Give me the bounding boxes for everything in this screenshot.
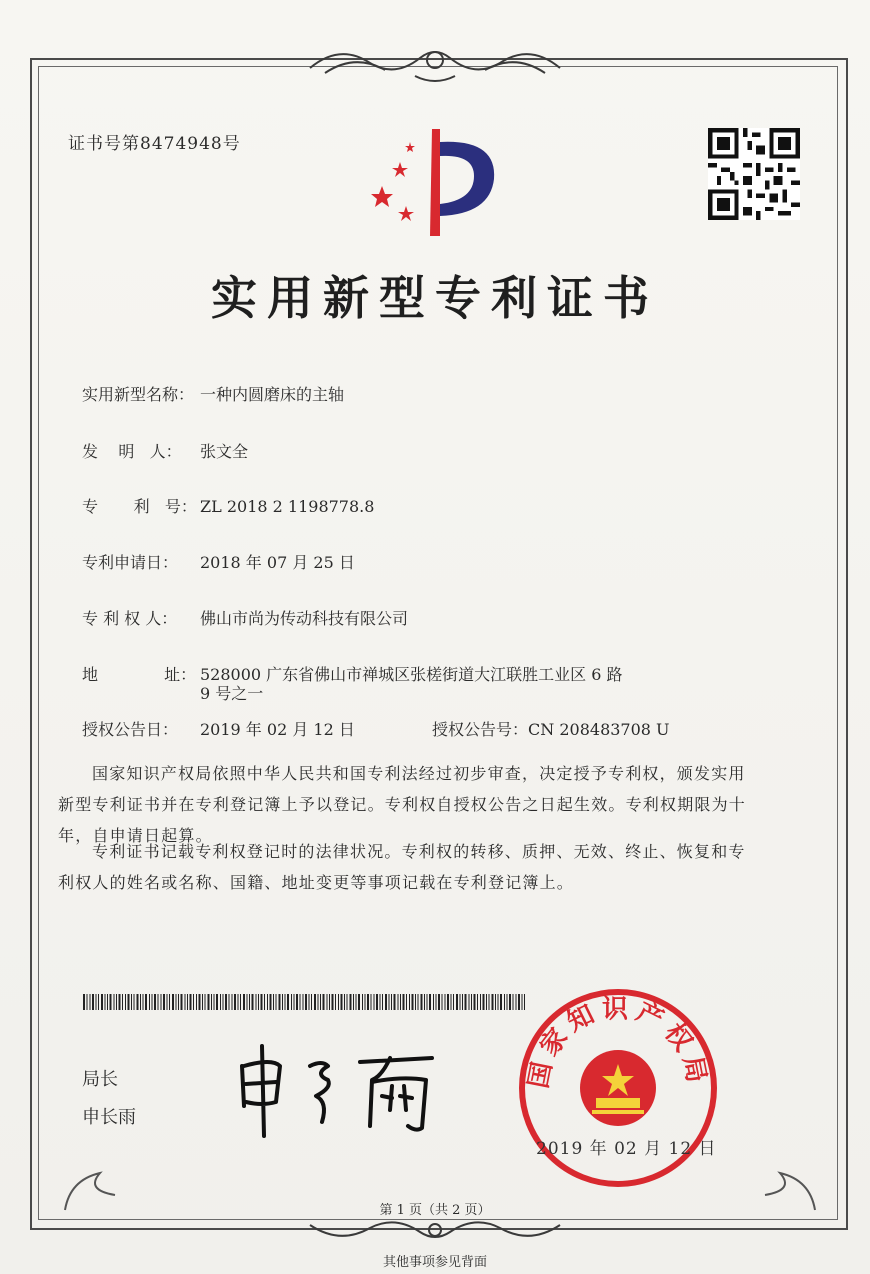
barcode-icon — [83, 994, 525, 1010]
barcode-bar — [398, 994, 399, 1010]
field-label: 地 址： — [82, 665, 197, 684]
barcode-bar — [376, 994, 378, 1010]
barcode-bar — [119, 994, 121, 1010]
barcode-bar — [240, 994, 241, 1010]
barcode-bar — [131, 994, 132, 1010]
barcode-bar — [122, 994, 123, 1010]
barcode-bar — [134, 994, 135, 1010]
barcode-bar — [214, 994, 215, 1010]
barcode-bar — [453, 994, 454, 1010]
barcode-bar — [187, 994, 188, 1010]
barcode-bar — [190, 994, 192, 1010]
barcode-bar — [287, 994, 289, 1010]
barcode-bar — [486, 994, 487, 1010]
barcode-bar — [252, 994, 254, 1010]
barcode-bar — [409, 994, 410, 1010]
barcode-bar — [176, 994, 177, 1010]
barcode-bar — [394, 994, 396, 1010]
barcode-bar — [114, 994, 115, 1010]
barcode-bar — [429, 994, 431, 1010]
barcode-bar — [460, 994, 461, 1010]
paragraph-line: 年，自申请日起算。 — [58, 826, 213, 845]
barcode-bar — [382, 994, 383, 1010]
barcode-bar — [492, 994, 494, 1010]
barcode-bar — [338, 994, 339, 1010]
barcode-bar — [483, 994, 485, 1010]
barcode-bar — [427, 994, 428, 1010]
barcode-bar — [327, 994, 328, 1010]
barcode-bar — [489, 994, 490, 1010]
barcode-bar — [256, 994, 257, 1010]
barcode-bar — [296, 994, 298, 1010]
field-label: 实用新型名称： — [82, 385, 195, 404]
barcode-bar — [291, 994, 292, 1010]
barcode-bar — [116, 994, 117, 1010]
certificate-number-value: 8474948 — [140, 134, 223, 154]
barcode-bar — [220, 994, 221, 1010]
barcode-bar — [471, 994, 472, 1010]
barcode-bar — [504, 994, 505, 1010]
field-value: 2018 年 07 月 25 日 — [200, 553, 355, 572]
barcode-bar — [320, 994, 321, 1010]
barcode-bar — [332, 994, 334, 1010]
barcode-bar — [125, 994, 126, 1010]
barcode-bar — [225, 994, 227, 1010]
barcode-bar — [234, 994, 236, 1010]
top-ornament-icon — [300, 38, 570, 88]
address-line-2: 9 号之一 — [200, 684, 264, 703]
paragraph-line: 新型专利证书并在专利登记簿上予以登记。专利权自授权公告之日起生效。专利权期限为十 — [58, 795, 747, 814]
field-address — [82, 662, 623, 685]
barcode-bar — [193, 994, 194, 1010]
barcode-bar — [172, 994, 174, 1010]
barcode-bar — [154, 994, 156, 1010]
barcode-bar — [145, 994, 147, 1010]
field-label: 专 利 权 人： — [82, 609, 178, 628]
barcode-bar — [350, 994, 352, 1010]
barcode-bar — [243, 994, 245, 1010]
barcode-bar — [498, 994, 499, 1010]
barcode-bar — [128, 994, 130, 1010]
barcode-bar — [181, 994, 183, 1010]
field-label: 专利申请日： — [82, 553, 179, 572]
barcode-bar — [101, 994, 103, 1010]
barcode-bar — [169, 994, 170, 1010]
barcode-bar — [261, 994, 263, 1010]
barcode-bar — [314, 994, 316, 1010]
field-label: 授权公告日： — [82, 720, 179, 739]
barcode-bar — [152, 994, 153, 1010]
official-seal-icon — [516, 986, 720, 1190]
barcode-bar — [140, 994, 141, 1010]
page-number: 第 1 页（共 2 页） — [379, 1203, 491, 1218]
barcode-bar — [202, 994, 203, 1010]
barcode-bar — [294, 994, 295, 1010]
paragraph-line: 专利证书记载专利权登记时的法律状况。专利权的转移、质押、无效、终止、恢复和专 — [92, 842, 746, 861]
barcode-bar — [371, 994, 372, 1010]
field-value: 佛山市尚为传动科技有限公司 — [200, 609, 409, 628]
barcode-bar — [412, 994, 414, 1010]
director-title: 局长 — [82, 1069, 118, 1090]
field-patentee — [82, 606, 408, 629]
barcode-bar — [367, 994, 369, 1010]
seal-text: 国家知识产权局 — [523, 994, 713, 1091]
barcode-bar — [107, 994, 108, 1010]
field-value: 2019 年 02 月 12 日 — [200, 720, 355, 739]
field-inventor — [82, 439, 248, 462]
barcode-bar — [513, 994, 514, 1010]
barcode-bar — [92, 994, 94, 1010]
barcode-bar — [267, 994, 268, 1010]
field-utility-model-name — [82, 382, 344, 405]
barcode-bar — [380, 994, 381, 1010]
barcode-bar — [158, 994, 159, 1010]
certificate-number-suffix: 号 — [222, 134, 241, 154]
barcode-bar — [438, 994, 440, 1010]
barcode-bar — [238, 994, 239, 1010]
barcode-bar — [433, 994, 434, 1010]
grant-number-value: CN 208483708 U — [528, 720, 670, 739]
barcode-bar — [273, 994, 274, 1010]
barcode-bar — [311, 994, 312, 1010]
paragraph-line: 利权人的姓名或名称、国籍、地址变更等事项记载在专利登记簿上。 — [58, 873, 575, 892]
barcode-bar — [149, 994, 150, 1010]
barcode-bar — [445, 994, 446, 1010]
certificate-title: 实用新型专利证书 — [211, 271, 659, 325]
barcode-bar — [477, 994, 478, 1010]
barcode-bar — [247, 994, 248, 1010]
barcode-bar — [365, 994, 366, 1010]
barcode-bar — [403, 994, 405, 1010]
barcode-bar — [309, 994, 310, 1010]
barcode-bar — [208, 994, 210, 1010]
seal-date: 2019 年 02 月 12 日 — [536, 1139, 717, 1159]
barcode-bar — [300, 994, 301, 1010]
barcode-bar — [474, 994, 476, 1010]
barcode-bar — [249, 994, 250, 1010]
field-label: 专 利 号： — [82, 497, 197, 516]
barcode-bar — [353, 994, 354, 1010]
certificate-number-label: 证书号第 — [68, 134, 140, 154]
barcode-bar — [442, 994, 443, 1010]
barcode-bar — [229, 994, 230, 1010]
barcode-bar — [223, 994, 224, 1010]
barcode-bar — [270, 994, 272, 1010]
barcode-bar — [143, 994, 144, 1010]
field-value: 528000 广东省佛山市禅城区张槎街道大江联胜工业区 6 路 — [200, 665, 623, 684]
barcode-bar — [96, 994, 97, 1010]
barcode-bar — [500, 994, 502, 1010]
statement-paragraph-2 — [58, 836, 818, 898]
field-patent-number — [82, 494, 374, 517]
barcode-bar — [87, 994, 88, 1010]
barcode-bar — [507, 994, 508, 1010]
barcode-bar — [447, 994, 449, 1010]
grant-number-label: 授权公告号： — [432, 720, 529, 739]
barcode-bar — [462, 994, 463, 1010]
barcode-bar — [335, 994, 336, 1010]
barcode-bar — [110, 994, 112, 1010]
barcode-bar — [418, 994, 419, 1010]
barcode-bar — [456, 994, 458, 1010]
field-value: ZL 2018 2 1198778.8 — [200, 497, 375, 516]
barcode-bar — [178, 994, 179, 1010]
barcode-bar — [389, 994, 390, 1010]
barcode-bar — [356, 994, 357, 1010]
barcode-bar — [282, 994, 283, 1010]
barcode-bar — [83, 994, 85, 1010]
cnipa-logo-icon — [362, 124, 512, 244]
grant-announcement-number — [432, 717, 670, 740]
barcode-bar — [137, 994, 139, 1010]
barcode-bar — [385, 994, 387, 1010]
barcode-bar — [232, 994, 233, 1010]
barcode-bar — [98, 994, 99, 1010]
barcode-bar — [105, 994, 106, 1010]
barcode-bar — [323, 994, 325, 1010]
field-value: 张文全 — [200, 442, 249, 461]
barcode-bar — [465, 994, 467, 1010]
barcode-bar — [264, 994, 265, 1010]
barcode-bar — [406, 994, 407, 1010]
barcode-bar — [185, 994, 186, 1010]
barcode-bar — [167, 994, 168, 1010]
barcode-bar — [436, 994, 437, 1010]
barcode-bar — [400, 994, 401, 1010]
barcode-bar — [509, 994, 511, 1010]
barcode-bar — [344, 994, 345, 1010]
barcode-bar — [163, 994, 165, 1010]
barcode-bar — [495, 994, 496, 1010]
field-label: 发 明 人： — [82, 442, 182, 461]
barcode-bar — [205, 994, 206, 1010]
barcode-bar — [451, 994, 452, 1010]
barcode-bar — [480, 994, 481, 1010]
barcode-bar — [347, 994, 348, 1010]
barcode-bar — [362, 994, 363, 1010]
barcode-bar — [374, 994, 375, 1010]
barcode-bar — [358, 994, 360, 1010]
qr-code-icon — [708, 128, 800, 220]
barcode-bar — [415, 994, 416, 1010]
field-grant-date — [82, 717, 355, 740]
certificate-number — [68, 129, 241, 154]
barcode-bar — [303, 994, 304, 1010]
field-value: 一种内圆磨床的主轴 — [200, 385, 345, 404]
barcode-bar — [285, 994, 286, 1010]
barcode-bar — [276, 994, 277, 1010]
barcode-bar — [341, 994, 343, 1010]
barcode-bar — [211, 994, 212, 1010]
paragraph-line: 国家知识产权局依照中华人民共和国专利法经过初步审查，决定授予专利权，颁发实用 — [92, 764, 746, 783]
barcode-bar — [318, 994, 319, 1010]
barcode-bar — [199, 994, 201, 1010]
barcode-bar — [90, 994, 91, 1010]
barcode-bar — [216, 994, 218, 1010]
barcode-bar — [258, 994, 259, 1010]
barcode-bar — [391, 994, 392, 1010]
field-application-date — [82, 550, 355, 573]
footer-note: 其他事项参见背面 — [382, 1255, 487, 1270]
barcode-bar — [469, 994, 470, 1010]
barcode-bar — [421, 994, 423, 1010]
barcode-bar — [424, 994, 425, 1010]
barcode-bar — [305, 994, 307, 1010]
barcode-bar — [329, 994, 330, 1010]
barcode-bar — [279, 994, 281, 1010]
director-signature-icon — [232, 1036, 442, 1146]
director-name: 申长雨 — [82, 1107, 136, 1128]
barcode-bar — [196, 994, 197, 1010]
barcode-bar — [161, 994, 162, 1010]
